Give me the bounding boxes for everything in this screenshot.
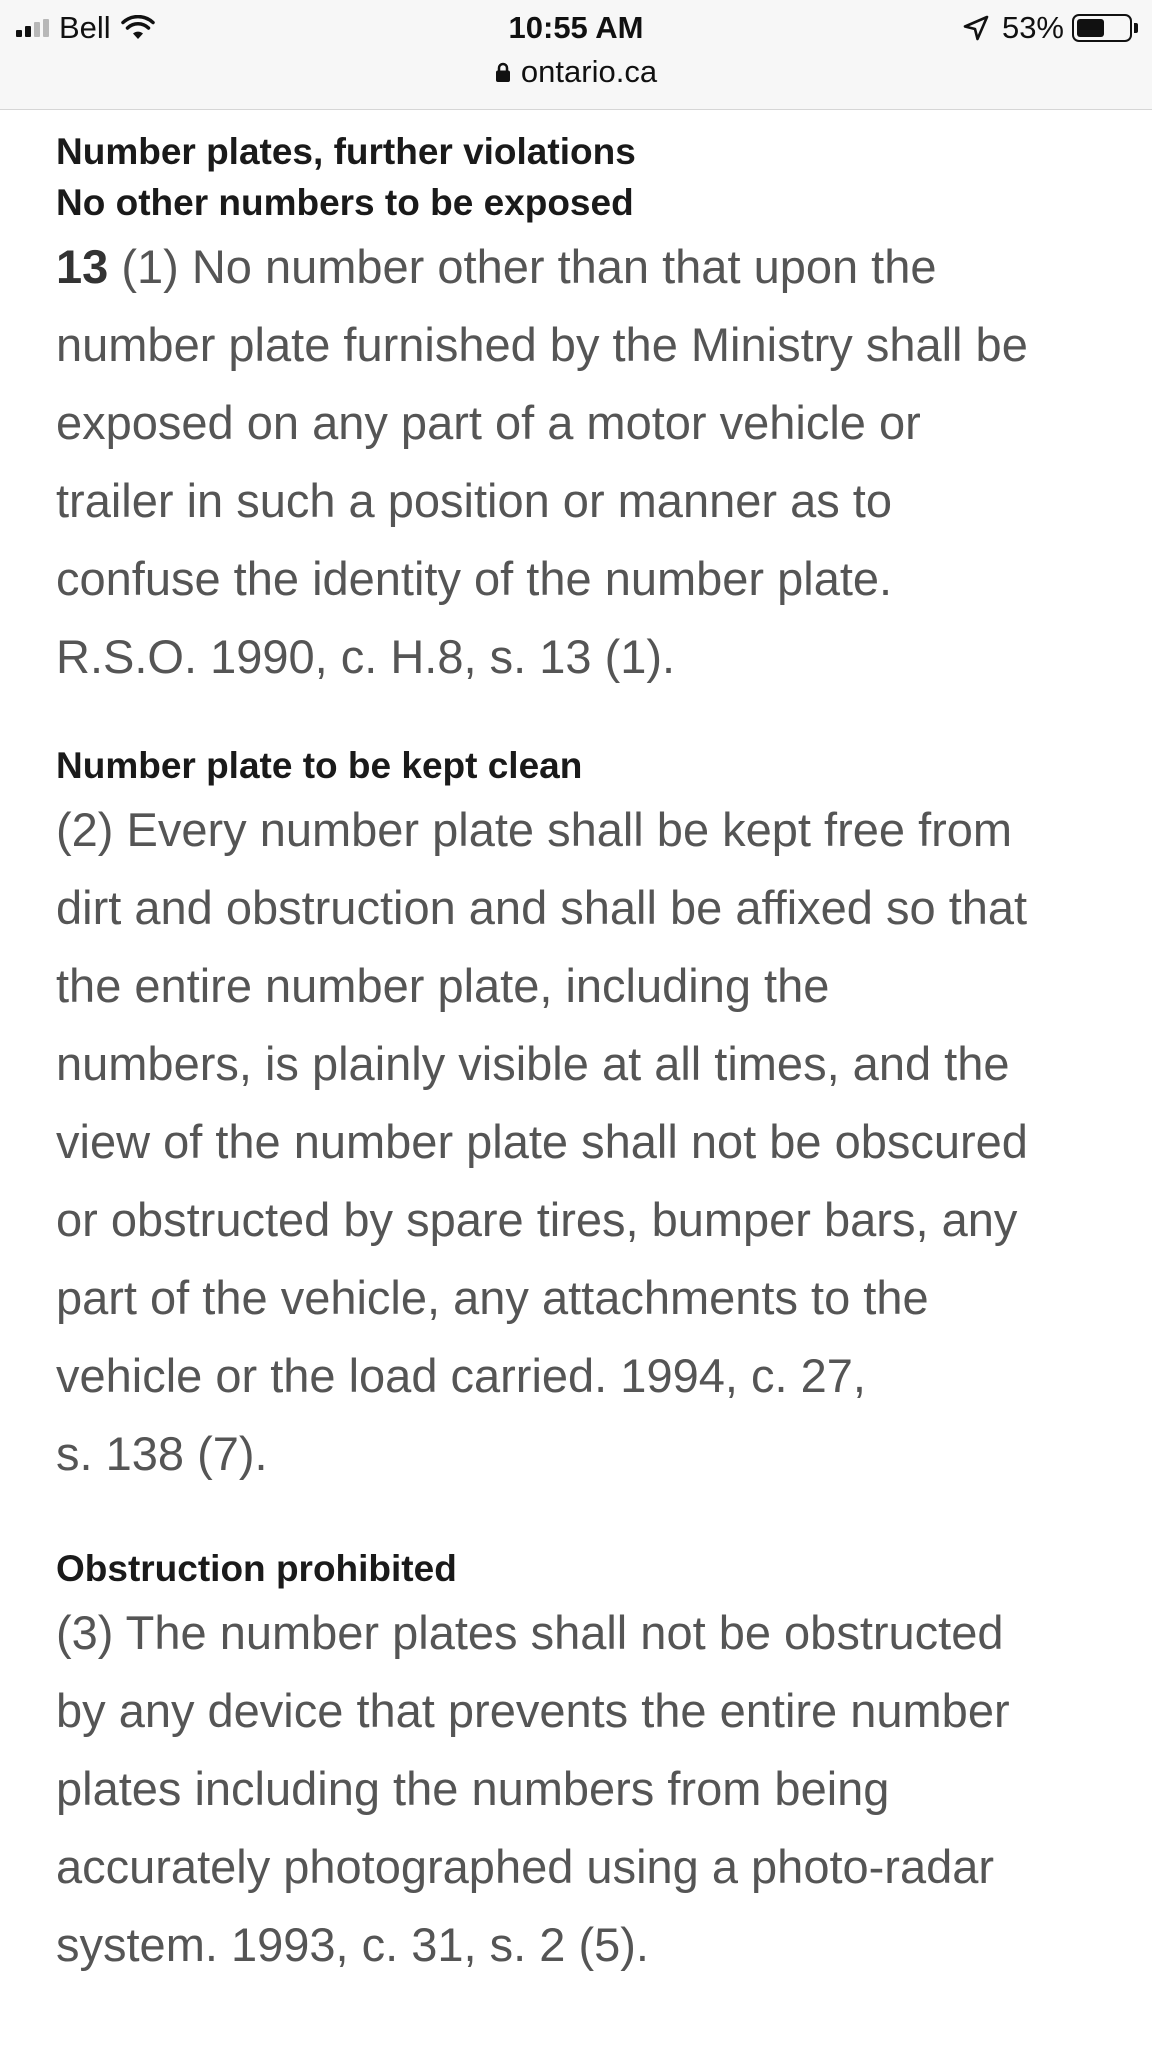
- paragraph-line: part of the vehicle, any attachments to the: [56, 1271, 929, 1324]
- paragraph-line: numbers, is plainly visible at all times, and the: [56, 1037, 1010, 1090]
- section-number: 13: [56, 240, 109, 293]
- section-heading: Number plates, further violations: [56, 131, 636, 172]
- lock-icon: [495, 61, 511, 83]
- paragraph-line: view of the number plate shall not be obscured: [56, 1115, 1028, 1168]
- paragraph-line: vehicle or the load carried. 1994, c. 27,: [56, 1349, 866, 1402]
- paragraph-line: (2) Every number plate shall be kept free from: [56, 803, 1013, 856]
- paragraph-line: accurately photographed using a photo-radar: [56, 1840, 995, 1893]
- paragraph-line: s. 138 (7).: [56, 1427, 268, 1480]
- paragraph-line: R.S.O. 1990, c. H.8, s. 13 (1).: [56, 630, 676, 683]
- subsection-heading: Number plate to be kept clean: [56, 745, 583, 786]
- paragraph-line-text: (1) No number other than that upon the: [108, 240, 937, 293]
- location-arrow-icon: [962, 14, 990, 42]
- paragraph-line: plates including the numbers from being: [56, 1762, 890, 1815]
- battery-percent: 53%: [1001, 10, 1064, 45]
- status-right: [962, 8, 1138, 48]
- address-bar[interactable]: [0, 54, 1152, 90]
- paragraph-line: system. 1993, c. 31, s. 2 (5).: [56, 1918, 649, 1971]
- status-bar: [0, 0, 1152, 110]
- page-url[interactable]: ontario.ca: [520, 54, 658, 89]
- section-13-2: [56, 740, 1116, 1493]
- section-paragraph: [56, 1594, 1116, 1984]
- section-13-3: [56, 1543, 1116, 1984]
- paragraph-line: confuse the identity of the number plate.: [56, 552, 893, 605]
- paragraph-line: number plate furnished by the Ministry shall be: [56, 318, 1028, 371]
- subsection-heading: No other numbers to be exposed: [56, 182, 634, 223]
- paragraph-line: exposed on any part of a motor vehicle or: [56, 396, 921, 449]
- paragraph-line: (3) The number plates shall not be obstructed: [56, 1606, 1004, 1659]
- carrier-name: Bell: [59, 10, 111, 45]
- paragraph-line: [56, 228, 1116, 306]
- paragraph-line: by any device that prevents the entire number: [56, 1684, 1010, 1737]
- paragraph-line: the entire number plate, including the: [56, 959, 830, 1012]
- section-paragraph: [56, 228, 1116, 696]
- clock-time: 10:55 AM: [508, 10, 644, 45]
- paragraph-line: or obstructed by spare tires, bumper bars, any: [56, 1193, 1018, 1246]
- section-paragraph: [56, 791, 1116, 1493]
- battery-tip: [1134, 23, 1138, 33]
- battery-icon: [1072, 14, 1132, 42]
- article-content: [56, 126, 1116, 1984]
- section-13-1: [56, 126, 1116, 696]
- subsection-heading: Obstruction prohibited: [56, 1548, 457, 1589]
- paragraph-line: trailer in such a position or manner as to: [56, 474, 892, 527]
- battery-level-fill: [1077, 19, 1104, 37]
- paragraph-line: dirt and obstruction and shall be affixed so that: [56, 881, 1028, 934]
